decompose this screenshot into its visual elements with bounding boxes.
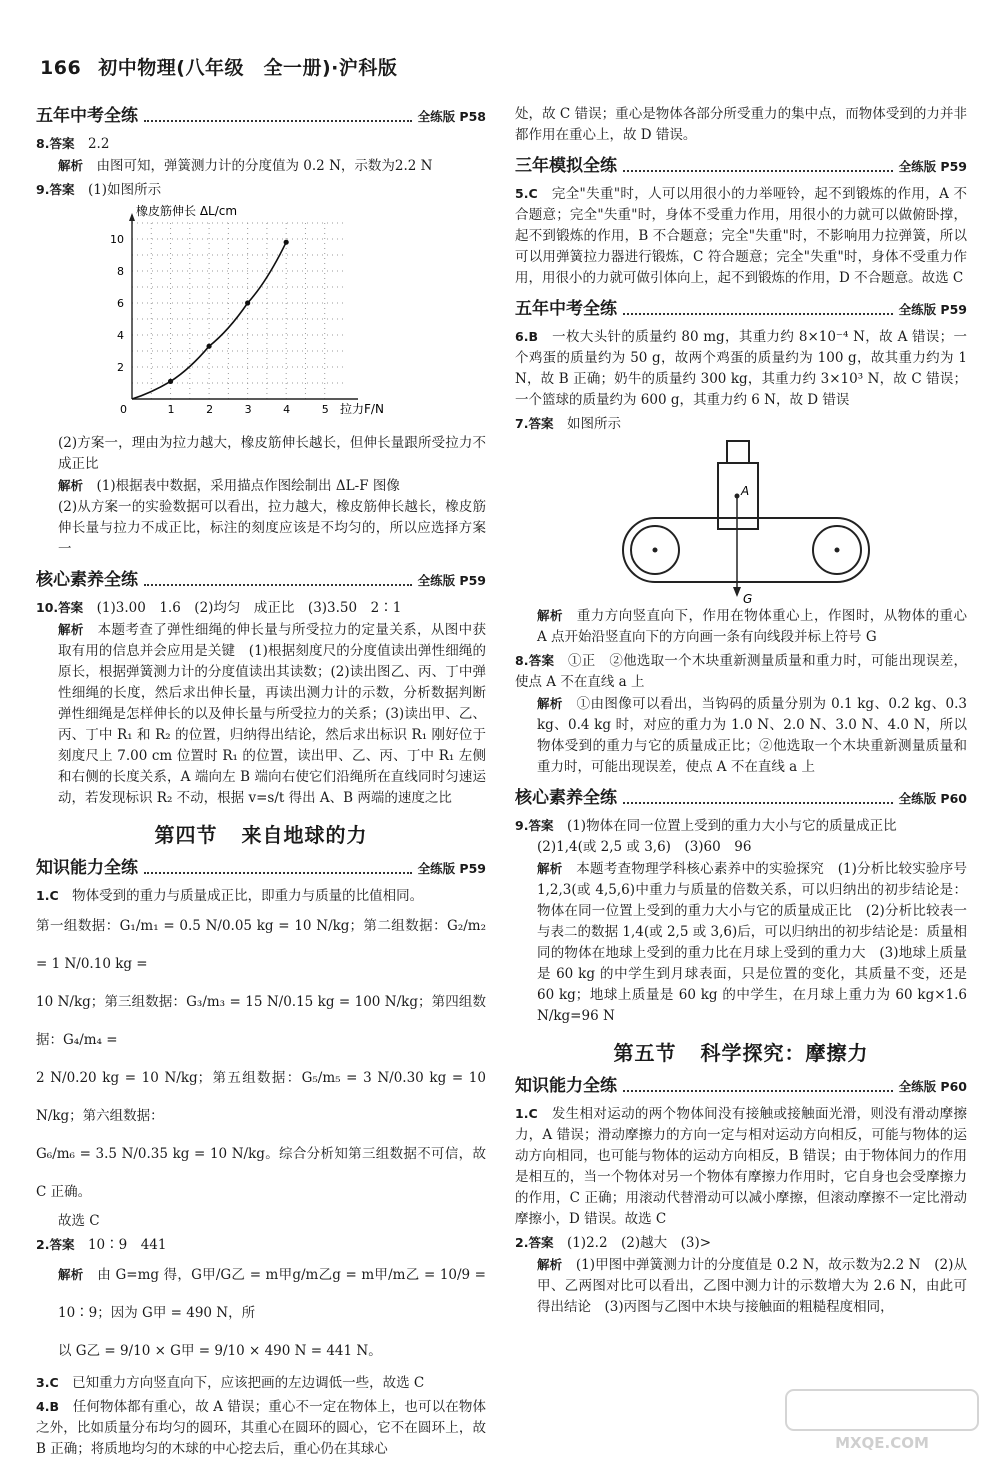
x-tick-label: 4 [283, 403, 291, 416]
section-ref: 全练版 P60 [898, 791, 967, 806]
section-title: 三年模拟全练 [515, 156, 617, 176]
y-tick-label: 10 [110, 233, 124, 246]
section-header [36, 858, 486, 879]
y-tick-label: 2 [117, 361, 124, 374]
explanation-text: (1)甲图中弹簧测力计的分度值是 0.2 N，故示数为2.2 N (2)从甲、乙两图对比可以看出，乙图中测力计的示数增大为 2.6 N，由此可得出结论 (3)丙图与乙图中木块与接触面的粗糙程度相同， [537, 1257, 967, 1315]
answer-label: 9.答案 [515, 818, 554, 833]
explanation-text: 任何物体都有重心，故 A 错误；重心不一定在物体上，也可以在物体之外，比如质量分布均匀的圆环，其重心在圆环的圆心，它不在圆环上，故 B 正确；将质地均匀的木球的中心挖去后，重心仍在其球心 [36, 1399, 486, 1457]
answer-label: 2.答案 [36, 1237, 75, 1252]
answer-label: 7.答案 [515, 416, 554, 431]
section-header [515, 788, 967, 809]
x-tick-label: 0 [120, 403, 127, 416]
section-header [515, 1076, 967, 1097]
explanation-text: 一枚大头针的质量约 80 mg，其重力约 8×10⁻⁴ N，故 A 错误；一个鸡蛋的质量约为 50 g，故两个鸡蛋的质量约为 100 g，故其重力约为 1 N，故 B 正确；奶牛的质量约 300 kg，其重力约 3×10³ N，故 C 错误；一个篮球的质量约为 600 g，其重力约 6 N，故 D 错误 [515, 329, 967, 408]
answer-text: ①正 ②他选取一个木块重新测量质量和重力时，可能出现误差，使点 A 不在直线 a 上 [515, 653, 968, 690]
explanation-label: 解析 [58, 478, 84, 493]
answer-label: 8.答案 [515, 653, 555, 668]
y-tick-label: 4 [117, 329, 124, 342]
site-watermark [782, 1384, 982, 1454]
dotted-leader [623, 313, 893, 315]
section-ref: 全练版 P59 [898, 302, 967, 317]
stretch-force-chart [96, 203, 396, 433]
section-title: 知识能力全练 [515, 1076, 617, 1096]
conclusion: 故选 C [58, 1213, 100, 1229]
chapter-number: 第四节 [154, 823, 218, 847]
explanation-text: (1)根据表中数据，采用描点作图绘制出 ΔL-F 图像 [96, 478, 400, 494]
data-point [206, 344, 211, 349]
answer-text: (2)1,4(或 2,5 或 3,6) (3)60 96 [537, 839, 752, 855]
explanation-text: ①由图像可以看出，当钩码的质量分别为 0.1 kg、0.2 kg、0.3 kg、0.4 kg 时，对应的重力为 1.0 N、2.0 N、3.0 N、4.0 N，所以物体受到的重力与它的质量成正比；②他选取一个木块重新测量质量和重力时，可能出现误差，使点 A 不在直线 a 上 [537, 696, 967, 775]
dotted-leader [623, 170, 893, 172]
right-column [515, 104, 967, 1318]
dotted-leader [623, 802, 893, 804]
conveyor-belt [623, 518, 869, 582]
data-point [168, 379, 173, 384]
answer-label: 2.答案 [515, 1235, 554, 1250]
force-label-G: G [743, 592, 753, 605]
answer-text: (1)3.00 1.6 (2)均匀 成正比 (3)3.50 2∶1 [96, 600, 402, 616]
watermark-text: MXQE.COM [835, 1434, 929, 1452]
left-column [36, 102, 486, 1460]
section-title: 核心素养全练 [515, 788, 617, 808]
section-header [36, 106, 486, 127]
explanation-label: 解析 [537, 861, 563, 876]
section-title: 核心素养全练 [36, 570, 138, 590]
chapter-name: 来自地球的力 [241, 823, 368, 847]
block-top [727, 441, 749, 463]
explanation-label: 解析 [58, 1267, 84, 1282]
explanation-text: 重力方向竖直向下，作用在物体重心上，作图时，从物体的重心 A 点开始沿竖直向下的方向画一条有向线段并标上符号 G [537, 608, 967, 645]
explanation-text: 由图可知，弹簧测力计的分度值为 0.2 N，示数为2.2 N [96, 158, 433, 174]
answer-text: 10∶9 441 [87, 1237, 167, 1253]
explanation-text: 已知重力方向竖直向下，应该把画的左边调低一些，故选 C [72, 1375, 425, 1391]
book-title: 初中物理(八年级 全一册)·沪科版 [98, 57, 398, 79]
section-header [36, 570, 486, 591]
data-point [245, 300, 250, 305]
equation-line: G₆/m₆ = 3.5 N/0.35 kg = 10 N/kg。综合分析知第三组数据不可信，故 C 正确。 [36, 1146, 486, 1200]
point-label-A: A [741, 484, 750, 498]
answer-text: (1)如图所示 [87, 182, 162, 198]
section-ref: 全练版 P58 [417, 109, 486, 124]
section-title: 五年中考全练 [36, 106, 138, 126]
chapter-title [36, 825, 486, 846]
answer-label: 10.答案 [36, 600, 84, 615]
question-label: 1.C [515, 1106, 538, 1121]
page-number: 166 [40, 57, 82, 79]
equation-line: 以 G乙 = 9/10 × G甲 = 9/10 × 490 N = 441 N。 [58, 1343, 382, 1359]
equation-line: 10 N/kg；第三组数据：G₃/m₃ = 15 N/0.15 kg = 100 N/kg；第四组数据：G₄/m₄ = [36, 994, 486, 1048]
explanation-text: (2)从方案一的实验数据可以看出，拉力越大，橡皮筋伸长越长，橡皮筋伸长量与拉力不成正比，标注的刻度应该是不均匀的，所以应选择方案一 [58, 499, 486, 557]
explanation-text: 本题考查了弹性细绳的伸长量与所受拉力的定量关系，从图中获取有用的信息并会应用是关键 (1)根据刻度尺的分度值读出弹性细绳的原长，根据弹簧测力计的分度值读出其读数；(2)读出图乙、丙、丁中弹性细绳的长度，然后求出伸长量，再读出测力计的示数，分析数据判断弹性细绳是怎样伸长的以及伸长量与所受拉力的关系；(3)读出甲、乙、丙、丁中 R₁ 和 R₂ 的位置，归纳得出结论，然后求出标识 R₁ 刚好位于刻度尺上 7.00 cm 位置时 R₁ 的位置，读出甲、乙、丙、丁中 R₁ 左侧和右侧的长度关系，A 端向左 B 端向右使它们沿绳所在直线同时匀速运动，若发现标识 R₂ 不动，根据 v=s/t 得出 A、B 两端的速度之比 [58, 622, 487, 806]
question-label: 5.C [515, 186, 538, 201]
y-axis-arrow [129, 213, 135, 221]
gravity-arrowhead [733, 587, 741, 597]
section-ref: 全练版 P60 [898, 1079, 967, 1094]
answer-text: (2)方案一，理由为拉力越大，橡皮筋伸长越长，但伸长量跟所受拉力不成正比 [58, 435, 486, 472]
explanation-label: 解析 [58, 622, 84, 637]
explanation-label: 解析 [537, 696, 563, 711]
page-header [40, 58, 397, 79]
explanation-text: 完全"失重"时，人可以用很小的力举哑铃，起不到锻炼的作用，A 不合题意；完全"失重"时，身体不受重力作用，用很小的力就可以做俯卧撑，起不到锻炼的作用，B 不合题意；完全"失重"时，不影响用力拉弹簧，所以可以用弹簧拉力器进行锻炼，C 符合题意；完全"失重"时，身体不受重力作用，用很小的力就可做引体向上，起不到锻炼的作用，D 不合题意。故选 C [515, 186, 967, 286]
explanation-label: 解析 [537, 608, 563, 623]
answer-label: 9.答案 [36, 182, 75, 197]
chapter-number: 第五节 [613, 1041, 677, 1065]
conveyor-gravity-figure [515, 435, 967, 605]
answer-text: (1)物体在同一位置上受到的重力大小与它的质量成正比 [566, 818, 897, 834]
dotted-leader [623, 1090, 893, 1092]
explanation-text: 发生相对运动的两个物体间没有接触或接触面光滑，则没有滑动摩擦力，A 错误；滑动摩擦力的方向一定与相对运动方向相反，可能与物体的运动方向相同，也可能与物体的运动方向相反，B 错误；由于物体间力的作用是相互的，当一个物体对另一个物体有摩擦力作用时，它自身也会受摩擦力的作用，C 正确；用滚动代替滑动可以减小摩擦，但滚动摩擦不一定比滑动摩擦小，D 错误。故选 C [515, 1106, 968, 1227]
question-label: 4.B [36, 1399, 59, 1414]
chapter-title [515, 1043, 967, 1064]
answer-text: 2.2 [87, 136, 110, 152]
x-tick-label: 1 [167, 403, 175, 416]
section-title: 五年中考全练 [515, 299, 617, 319]
x-tick-label: 3 [244, 403, 252, 416]
x-tick-label: 5 [321, 403, 329, 416]
left-roller-axle [653, 548, 658, 553]
question-label: 6.B [515, 329, 538, 344]
right-roller-axle [835, 548, 840, 553]
x-tick-label: 2 [206, 403, 214, 416]
equation-line: 由 G=mg 得，G甲/G乙 = m甲g/m乙g = m甲/m乙 = 10/9 = 10∶9；因为 G甲 = 490 N，所 [58, 1267, 486, 1321]
dotted-leader [144, 584, 412, 586]
section-ref: 全练版 P59 [898, 159, 967, 174]
answer-label: 8.答案 [36, 136, 75, 151]
explanation-text: 物体受到的重力与质量成正比，即重力与质量的比值相同。 [72, 888, 424, 904]
y-axis-label: 橡皮筋伸长 ΔL/cm [136, 204, 238, 218]
answer-text: 如图所示 [566, 416, 621, 432]
question-label: 3.C [36, 1375, 59, 1390]
continued-text: 处，故 C 错误；重心是物体各部分所受重力的集中点，而物体受到的力并非都作用在重心上，故 D 错误。 [515, 106, 967, 143]
y-tick-label: 8 [117, 265, 124, 278]
question-label: 1.C [36, 888, 59, 903]
section-header [515, 156, 967, 177]
dotted-leader [144, 872, 412, 874]
chapter-name: 科学探究：摩擦力 [700, 1041, 869, 1065]
equation-line: 第一组数据：G₁/m₁ = 0.5 N/0.05 kg = 10 N/kg；第二组数据：G₂/m₂ = 1 N/0.10 kg = [36, 918, 486, 972]
data-point [284, 240, 289, 245]
section-ref: 全练版 P59 [417, 861, 486, 876]
explanation-label: 解析 [58, 158, 84, 173]
dotted-leader [144, 120, 412, 122]
explanation-label: 解析 [537, 1257, 563, 1272]
answer-text: (1)2.2 (2)越大 (3)> [566, 1235, 712, 1251]
series-line [132, 242, 286, 399]
watermark-box [786, 1390, 978, 1430]
section-header [515, 299, 967, 320]
equation-line: 2 N/0.20 kg = 10 N/kg；第五组数据：G₅/m₅ = 3 N/0.30 kg = 10 N/kg；第六组数据： [36, 1070, 486, 1124]
section-title: 知识能力全练 [36, 858, 138, 878]
y-tick-label: 6 [117, 297, 124, 310]
section-ref: 全练版 P59 [417, 573, 486, 588]
x-axis-label: 拉力F/N [340, 402, 384, 416]
explanation-text: 本题考查物理学科核心素养中的实验探究 (1)分析比较实验序号 1,2,3(或 4,5,6)中重力与质量的倍数关系，可以归纳出的初步结论是：物体在同一位置上受到的重力大小与它的质量成正比 (2)分析比较表一与表二的数据 1,4(或 2,5 或 3,6)后，可以归纳出的初步结论是：质量相同的物体在地球上受到的重力比在月球上受到的重力大 (3)地球上质量是 60 kg 的中学生到月球表面，只是位置的变化，其质量不变，还是 60 kg；地球上质量是 60 kg 的中学生，在月球上重力为 60 kg×1.6 N/kg=96 N [537, 861, 967, 1024]
